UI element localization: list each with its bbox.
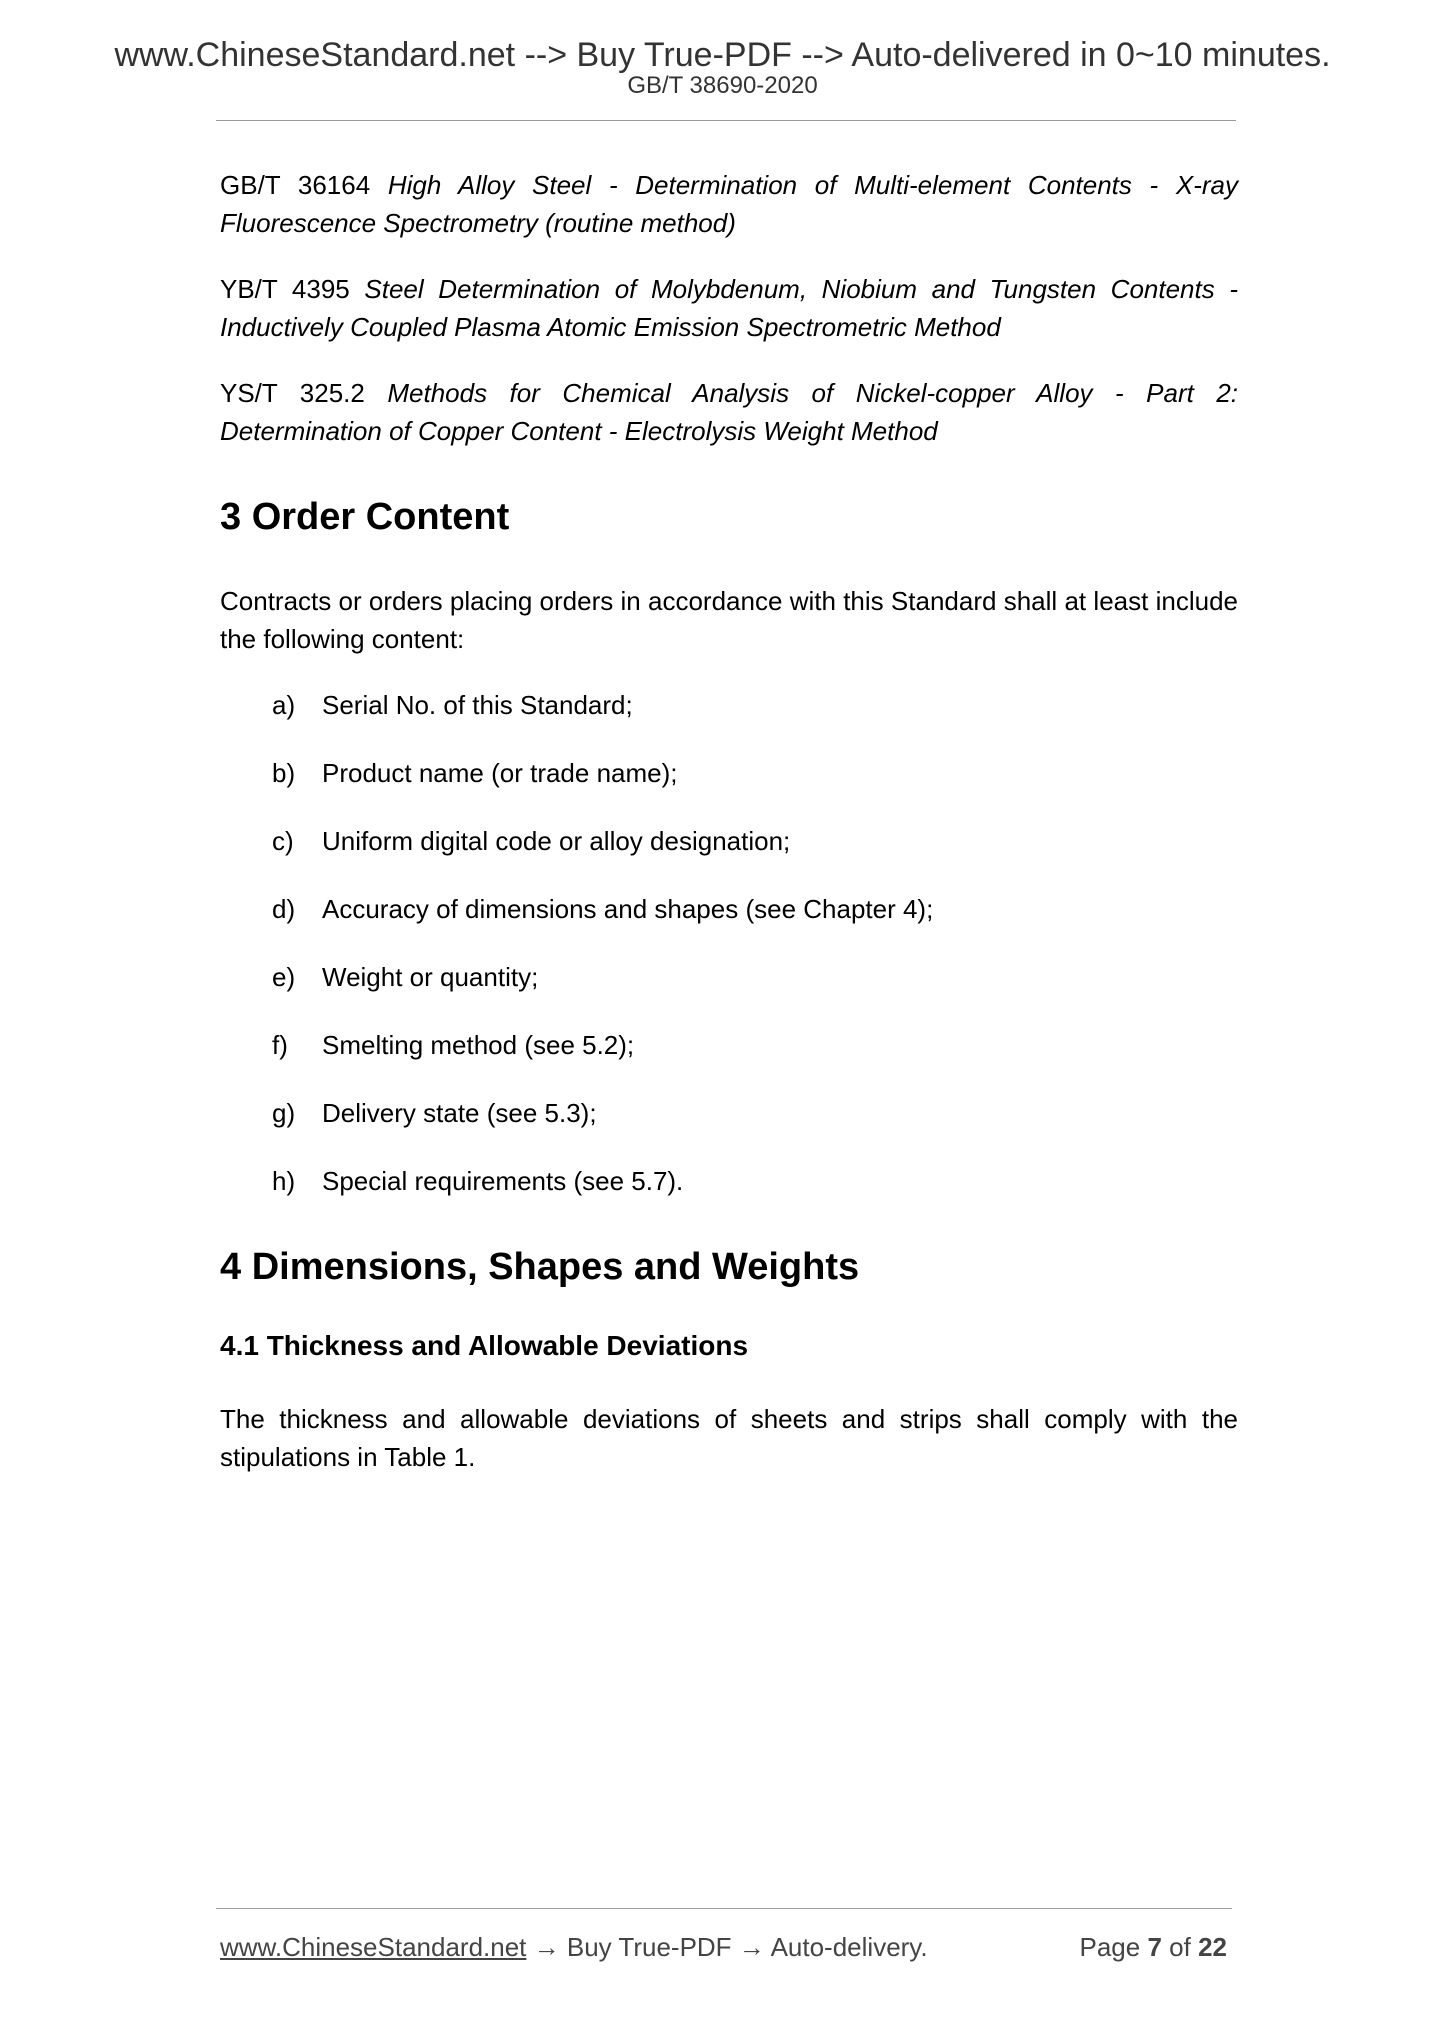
reference-title: High Alloy Steel - Determination of Multi-element Contents - X-ray Fluorescence Spectrometry (routine method) bbox=[220, 170, 1238, 238]
section-4-heading: 4 Dimensions, Shapes and Weights bbox=[220, 1246, 860, 1288]
list-item bbox=[220, 1162, 1238, 1200]
list-item bbox=[220, 1094, 1238, 1132]
footer-promo-text: → Buy True-PDF → Auto-delivery. bbox=[526, 1932, 928, 1962]
section-4-1-body: The thickness and allowable deviations of sheets and strips shall comply with the stipulations in Table 1. bbox=[220, 1404, 1238, 1472]
reference-code: YB/T 4395 bbox=[220, 274, 350, 304]
reference-entry bbox=[220, 270, 1238, 346]
list-item-text: Uniform digital code or alloy designation; bbox=[322, 826, 791, 856]
reference-code: GB/T 36164 bbox=[220, 170, 371, 200]
order-content-list bbox=[220, 686, 1238, 1200]
list-marker: h) bbox=[272, 1166, 296, 1196]
page-indicator bbox=[1079, 1930, 1227, 1964]
section-4-1-heading: 4.1 Thickness and Allowable Deviations bbox=[220, 1330, 749, 1361]
header-divider bbox=[216, 120, 1236, 121]
list-marker: f) bbox=[272, 1030, 288, 1060]
list-item bbox=[220, 1026, 1238, 1064]
list-item-text: Weight or quantity; bbox=[322, 962, 539, 992]
list-marker: g) bbox=[272, 1098, 296, 1128]
reference-title: Steel Determination of Molybdenum, Niobium and Tungsten Contents - Inductively Coupled Plasma Atomic Emission Spectrometric Method bbox=[220, 274, 1238, 342]
footer-divider bbox=[216, 1908, 1232, 1909]
footer-site-link[interactable]: www.ChineseStandard.net bbox=[220, 1932, 527, 1962]
list-item bbox=[220, 686, 1238, 724]
page-current: 7 bbox=[1147, 1932, 1162, 1962]
reference-entry bbox=[220, 374, 1238, 450]
list-marker: b) bbox=[272, 758, 296, 788]
page-total: 22 bbox=[1198, 1932, 1227, 1962]
list-item bbox=[220, 754, 1238, 792]
top-banner[interactable]: www.ChineseStandard.net --> Buy True-PDF --> Auto-delivered in 0~10 minutes. bbox=[114, 36, 1331, 74]
reference-code: YS/T 325.2 bbox=[220, 378, 365, 408]
list-marker: d) bbox=[272, 894, 296, 924]
document-code: GB/T 38690-2020 bbox=[627, 72, 818, 99]
list-item bbox=[220, 890, 1238, 928]
list-item-text: Delivery state (see 5.3); bbox=[322, 1098, 597, 1128]
list-item-text: Special requirements (see 5.7). bbox=[322, 1166, 684, 1196]
list-item-text: Product name (or trade name); bbox=[322, 758, 678, 788]
list-item-text: Accuracy of dimensions and shapes (see Chapter 4); bbox=[322, 894, 934, 924]
list-item-text: Serial No. of this Standard; bbox=[322, 690, 633, 720]
list-item bbox=[220, 958, 1238, 996]
reference-entry bbox=[220, 166, 1238, 242]
list-marker: a) bbox=[272, 690, 296, 720]
page-of-label: of bbox=[1169, 1932, 1191, 1962]
page-content bbox=[220, 166, 1238, 1504]
section-3-heading: 3 Order Content bbox=[220, 496, 510, 538]
list-marker: c) bbox=[272, 826, 294, 856]
page-label: Page bbox=[1079, 1932, 1141, 1962]
list-item bbox=[220, 822, 1238, 860]
section-3-intro: Contracts or orders placing orders in accordance with this Standard shall at least include the following content: bbox=[220, 586, 1238, 654]
list-marker: e) bbox=[272, 962, 296, 992]
reference-title: Methods for Chemical Analysis of Nickel-copper Alloy - Part 2: Determination of Copper Content - Electrolysis Weight Method bbox=[220, 378, 1238, 446]
footer-promo bbox=[220, 1930, 928, 1964]
list-item-text: Smelting method (see 5.2); bbox=[322, 1030, 635, 1060]
